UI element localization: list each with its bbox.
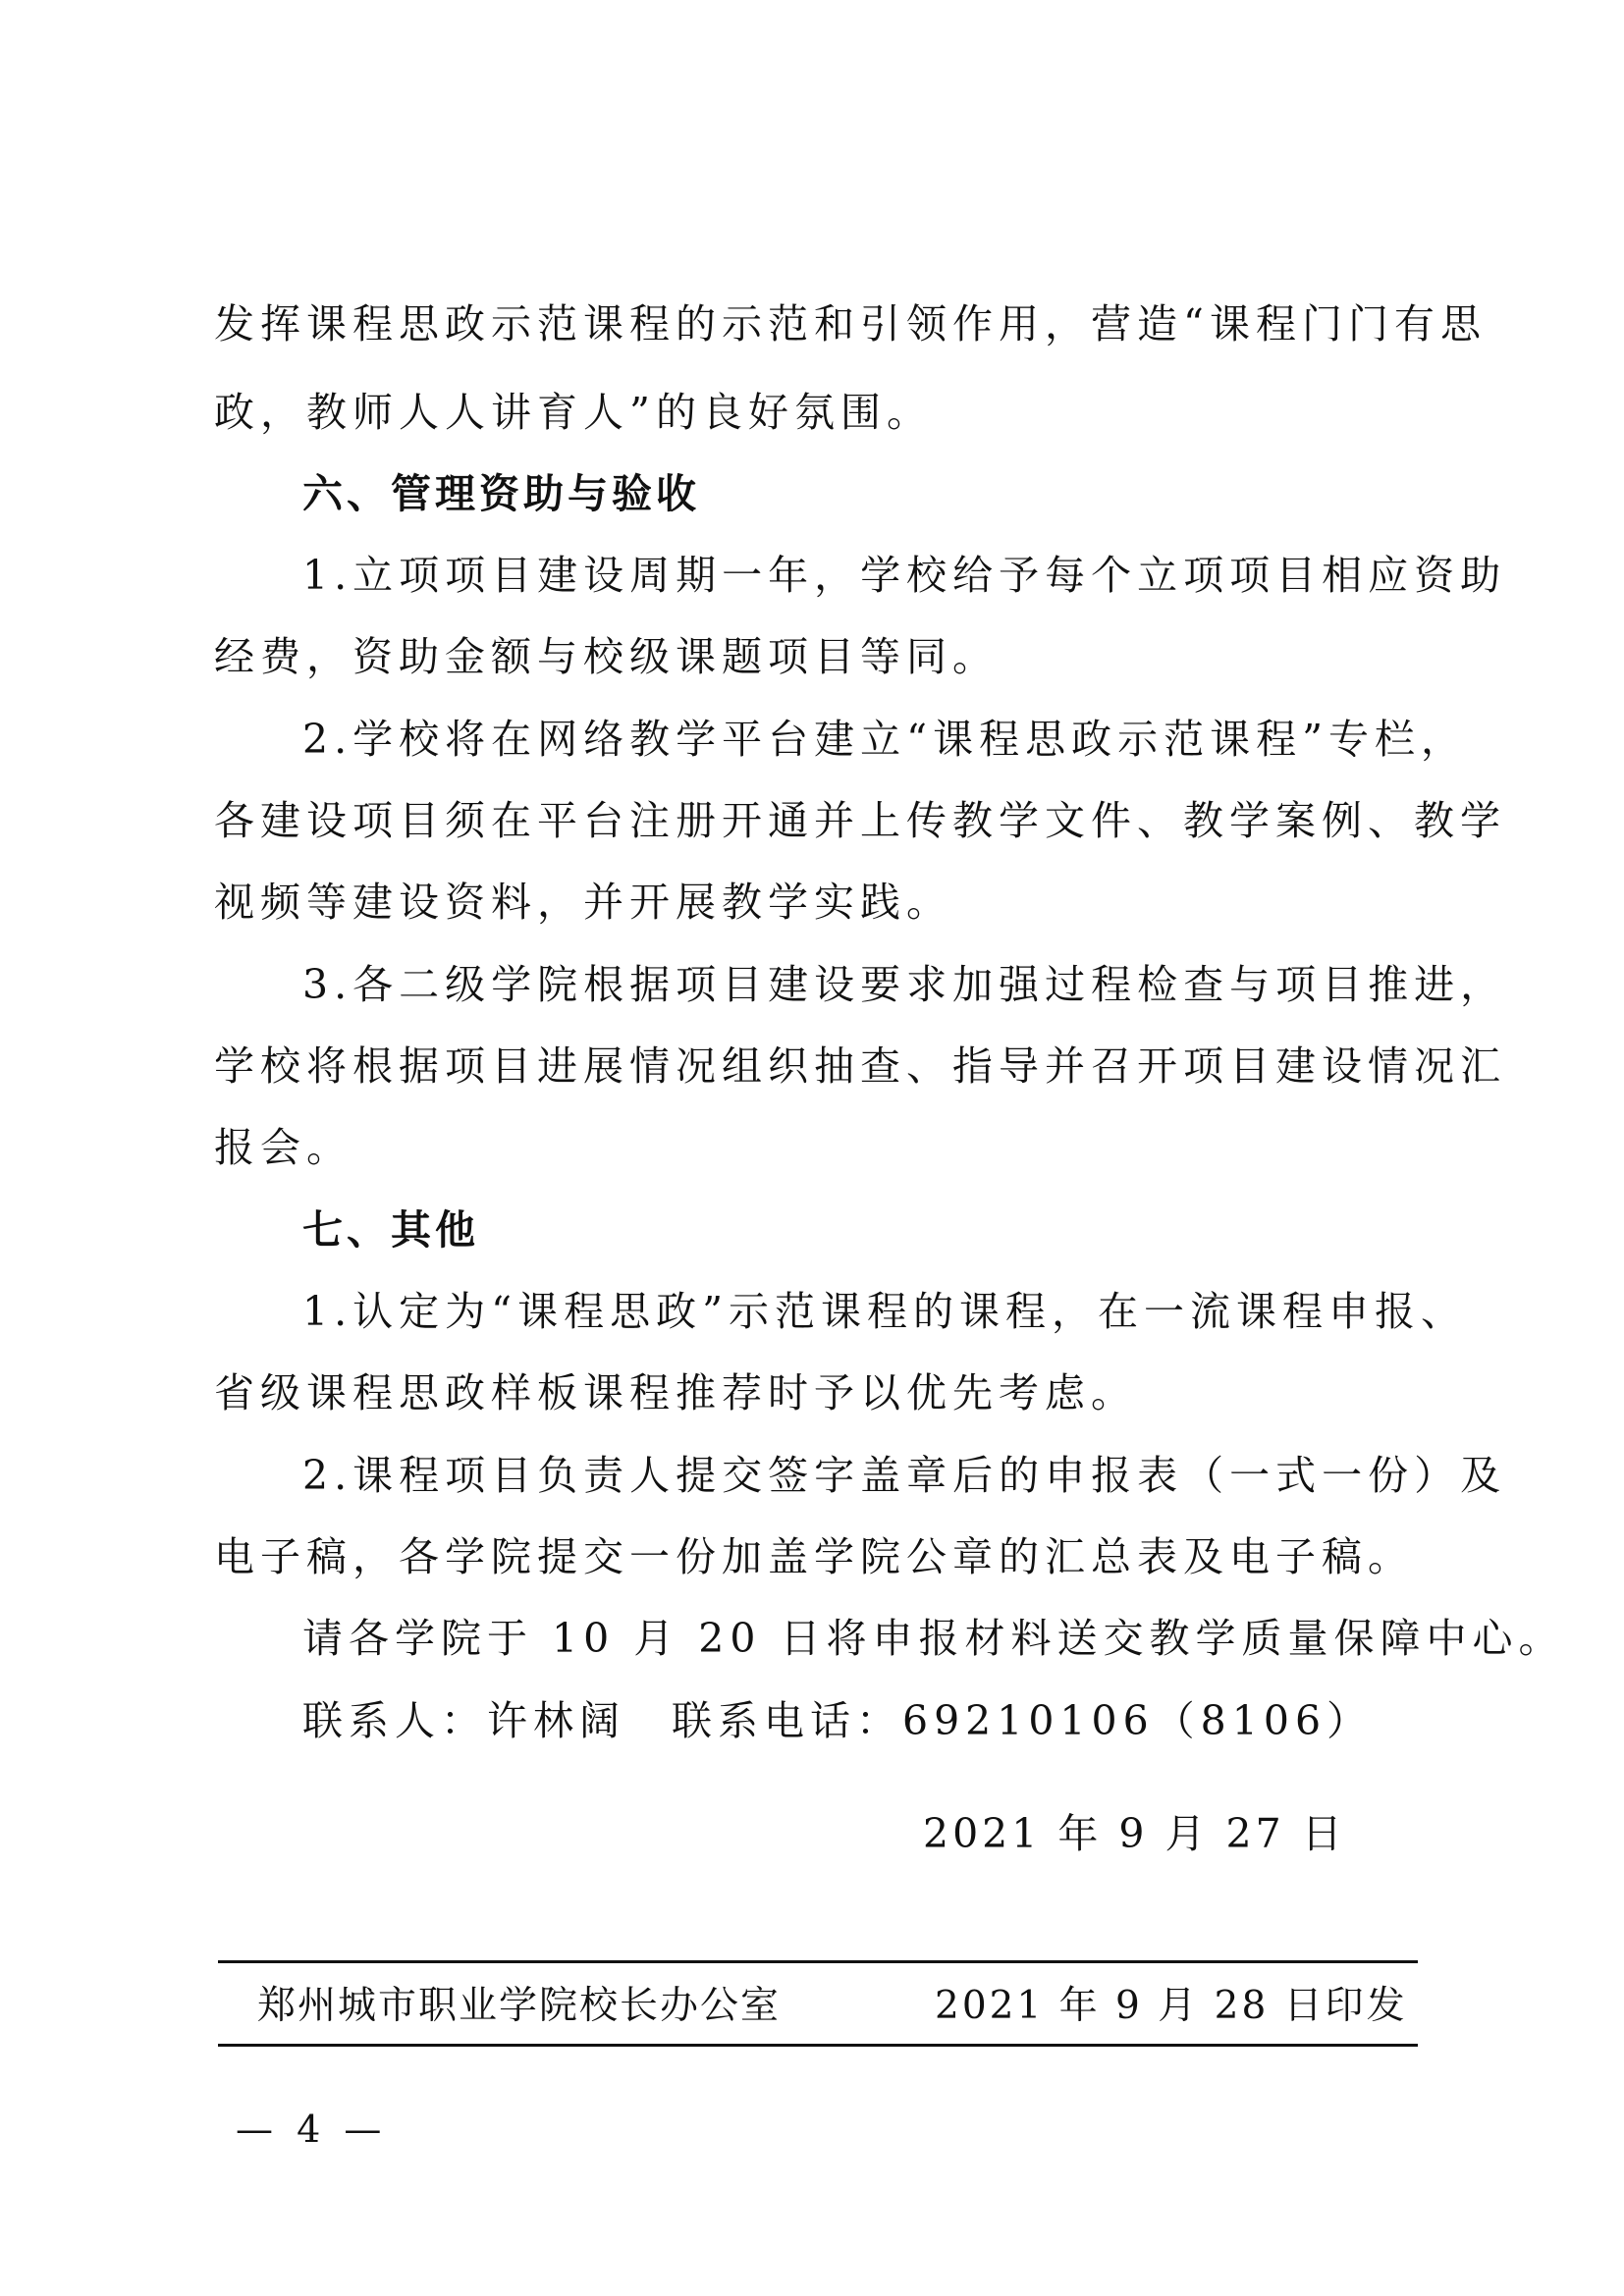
body-line: 电子稿，各学院提交一份加盖学院公章的汇总表及电子稿。 (214, 1533, 1414, 1580)
body-line: 报会。 (214, 1124, 352, 1171)
footer-top-rule (218, 1960, 1418, 1963)
body-line: 视频等建设资料，并开展教学实践。 (214, 879, 952, 926)
section-heading-7: 七、其他 (302, 1206, 479, 1254)
footer-issuer: 郑州城市职业学院校长办公室 (257, 1984, 782, 2028)
body-line: 经费，资助金额与校级课题项目等同。 (214, 633, 999, 680)
footer-bottom-rule (218, 2044, 1418, 2047)
section-heading-6: 六、管理资助与验收 (302, 470, 700, 517)
footer-issue-date: 2021 年 9 月 28 日印发 (935, 1984, 1408, 2028)
body-line: 3.各二级学院根据项目建设要求加强过程检查与项目推进， (302, 961, 1507, 1008)
body-line: 1.认定为“课程思政”示范课程的课程，在一流课程申报、 (302, 1288, 1468, 1335)
body-line: 2.课程项目负责人提交签字盖章后的申报表（一式一份）及 (302, 1452, 1507, 1499)
signature-date: 2021 年 9 月 27 日 (923, 1810, 1346, 1857)
body-line: 学校将根据项目进展情况组织抽查、指导并召开项目建设情况汇 (214, 1042, 1506, 1090)
page-number: — 4 — (236, 2108, 388, 2151)
body-line: 发挥课程思政示范课程的示范和引领作用，营造“课程门门有思 (214, 300, 1487, 347)
body-line: 政，教师人人讲育人”的良好氛围。 (214, 389, 933, 436)
body-line: 请各学院于 10 月 20 日将申报材料送交教学质量保障中心。 (302, 1615, 1565, 1662)
contact-line: 联系人：许林阔 联系电话：69210106（8106） (302, 1697, 1374, 1744)
body-line: 省级课程思政样板课程推荐时予以优先考虑。 (214, 1369, 1137, 1416)
body-line: 2.学校将在网络教学平台建立“课程思政示范课程”专栏， (302, 716, 1468, 763)
body-line: 1.立项项目建设周期一年，学校给予每个立项项目相应资助 (302, 552, 1507, 599)
body-line: 各建设项目须在平台注册开通并上传教学文件、教学案例、教学 (214, 797, 1506, 844)
